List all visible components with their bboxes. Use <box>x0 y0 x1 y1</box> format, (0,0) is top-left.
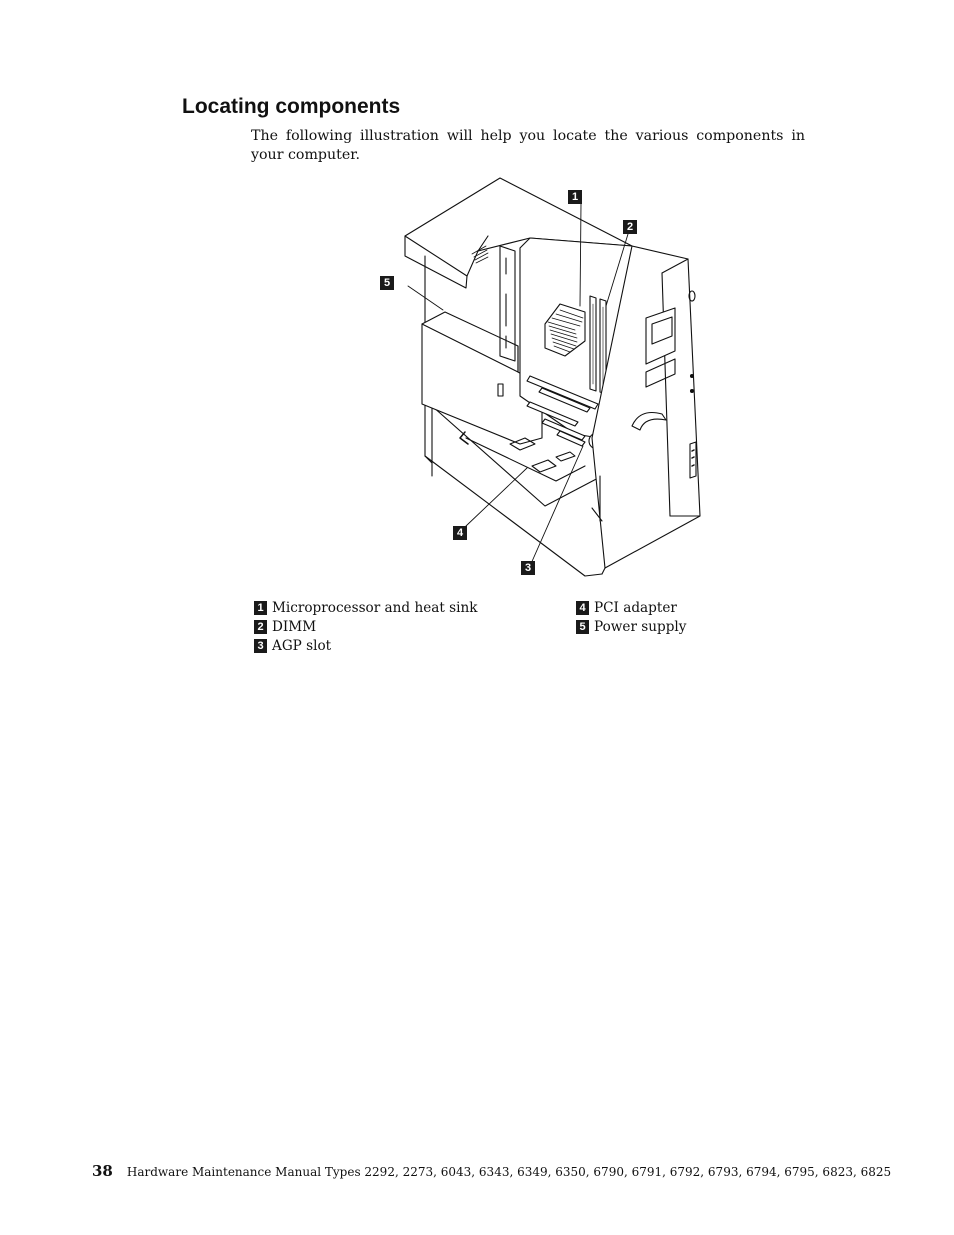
page-number: 38 <box>92 1162 113 1180</box>
legend-number-badge: 4 <box>576 601 589 615</box>
figure-callout-3: 3 <box>521 561 535 575</box>
legend-label: DIMM <box>272 618 317 635</box>
legend-label: Microprocessor and heat sink <box>272 599 478 616</box>
legend-label: Power supply <box>594 618 687 635</box>
figure-callout-5: 5 <box>380 276 394 290</box>
figure-callout-4: 4 <box>453 526 467 540</box>
legend-item-microprocessor <box>254 598 554 617</box>
legend-number-badge: 2 <box>254 620 267 634</box>
legend-number-badge: 5 <box>576 620 589 634</box>
intro-paragraph: The following illustration will help you locate the various components in your computer. <box>251 128 805 163</box>
legend-item-dimm <box>254 617 554 636</box>
legend-label: AGP slot <box>272 637 332 654</box>
legend-number-badge: 3 <box>254 639 267 653</box>
footer-text: Hardware Maintenance Manual Types 2292, 2273, 6043, 6343, 6349, 6350, 6790, 6791, 6792, 6793, 6794, 6795, 6823, 6825 <box>126 1165 892 1179</box>
legend-label: PCI adapter <box>594 599 677 616</box>
figure-callout-2: 2 <box>623 220 637 234</box>
section-title: Locating components <box>182 95 401 118</box>
legend-item-power-supply <box>576 617 776 636</box>
legend-right-column <box>576 598 776 636</box>
computer-line-drawing <box>370 176 720 581</box>
legend-number-badge: 1 <box>254 601 267 615</box>
page-footer <box>92 1162 892 1180</box>
legend-item-agp-slot <box>254 636 554 655</box>
figure-callout-1: 1 <box>568 190 582 204</box>
legend-left-column <box>254 598 554 655</box>
computer-components-illustration <box>370 176 720 581</box>
legend-item-pci-adapter <box>576 598 776 617</box>
